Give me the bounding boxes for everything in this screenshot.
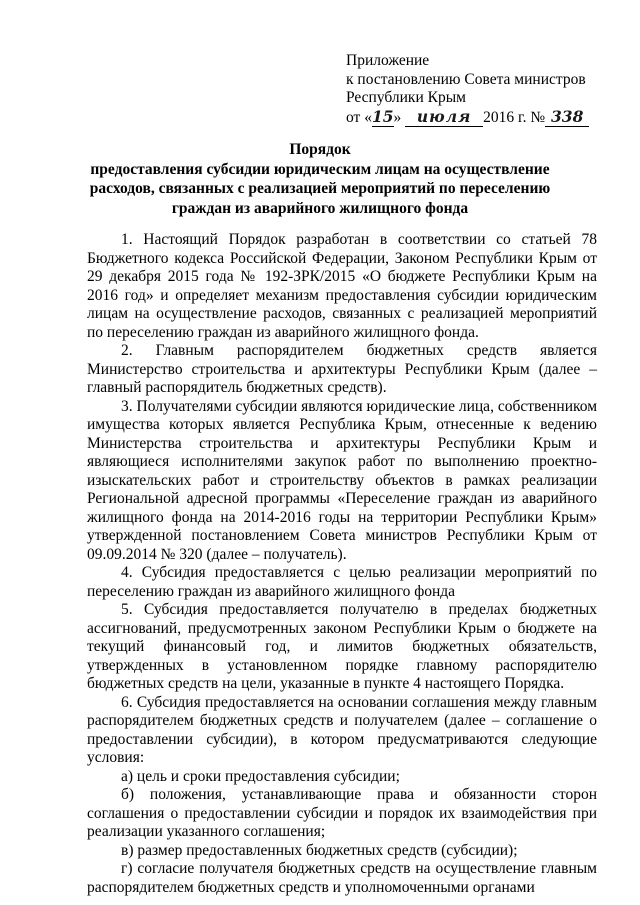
title-line-4: граждан из аварийного жилищного фонда xyxy=(171,199,469,217)
annex-line-3: Республики Крым xyxy=(346,89,466,106)
paragraph-4: 4. Субсидия предоставляется с целью реализации мероприятий по переселению граждан из аварийного жилищного фонда xyxy=(87,564,597,600)
subitem-g: г) согласие получателя бюджетных средств на осуществление главным распорядителем бюджетных средств и уполномоченными органами xyxy=(87,860,597,896)
annex-date-line xyxy=(346,108,589,128)
paragraph-2: 2. Главным распорядителем бюджетных средств является Министерство строительства и архитектуры Республики Крым (далее – главный распорядитель бюджетных средств). xyxy=(87,342,597,396)
paragraph-5: 5. Субсидия предоставляется получателю в пределах бюджетных ассигнований, предусмотренных законом Республики Крым о бюджете на текущий финансовый год, и лимитов бюджетных обязательств, утвержденных в установленном порядке главному распорядителю бюджетных средств на цели, указанные в пункте 4 настоящего Порядка. xyxy=(87,601,597,692)
date-mid: » xyxy=(393,108,402,126)
annex-header xyxy=(346,52,589,127)
annex-line-1: Приложение xyxy=(346,52,430,69)
subitem-b: б) положения, устанавливающие права и обязанности сторон соглашения о предоставлении субсидии и порядок их взаимодействия при реализации указанного соглашения; xyxy=(87,786,597,840)
handwritten-number: 338 xyxy=(545,108,589,128)
date-year: 2016 г. № xyxy=(483,108,546,126)
title-line-3: расходов, связанных с реализацией мероприятий по переселению xyxy=(89,180,551,197)
handwritten-day: 15 xyxy=(371,106,394,126)
subitem-a: а) цель и сроки предоставления субсидии; xyxy=(121,767,400,785)
paragraph-6: 6. Субсидия предоставляется на основании соглашения между главным распорядителем бюджетных средств и получателем (далее – соглашение о предоставлении субсидии), в котором предусматриваются следующие условия: xyxy=(87,693,597,766)
title-line-2: предоставления субсидии юридическим лицам на осуществление xyxy=(90,160,550,178)
document-title xyxy=(60,140,580,218)
paragraph-3: 3. Получателями субсидии являются юридические лица, собственником имущества которых является Республика Крым, отнесенные к ведению Министерства строительства и архитектуры Республики Крым и являющиеся исполнителями закупок работ по выполнению проектно-изыскательских работ и строительству объектов в рамках реализации Региональной адресной программы «Переселение граждан из аварийного жилищного фонда на 2014-2016 годы на территории Республики Крым» утвержденной постановлением Совета министров Республики Крым от 09.09.2014 № 320 (далее – получатель). xyxy=(87,397,597,563)
handwritten-month: июля xyxy=(405,108,483,128)
paragraph-1: 1. Настоящий Порядок разработан в соответствии со статьей 78 Бюджетного кодекса Российской Федерации, Законом Республики Крым от 29 декабря 2015 года № 192-ЗРК/2015 «О бюджете Республики Крым на 2016 год» и определяет механизм предоставления субсидии юридическим лицам на осуществление расходов, связанных с реализацией мероприятий по переселению граждан из аварийного жилищного фонда. xyxy=(87,231,597,341)
document-body xyxy=(87,231,597,897)
date-prefix: от « xyxy=(346,108,372,126)
title-line-1: Порядок xyxy=(289,141,351,158)
annex-line-2: к постановлению Совета министров xyxy=(346,70,586,88)
subitem-v: в) размер предоставленных бюджетных средств (субсидии); xyxy=(121,841,518,859)
